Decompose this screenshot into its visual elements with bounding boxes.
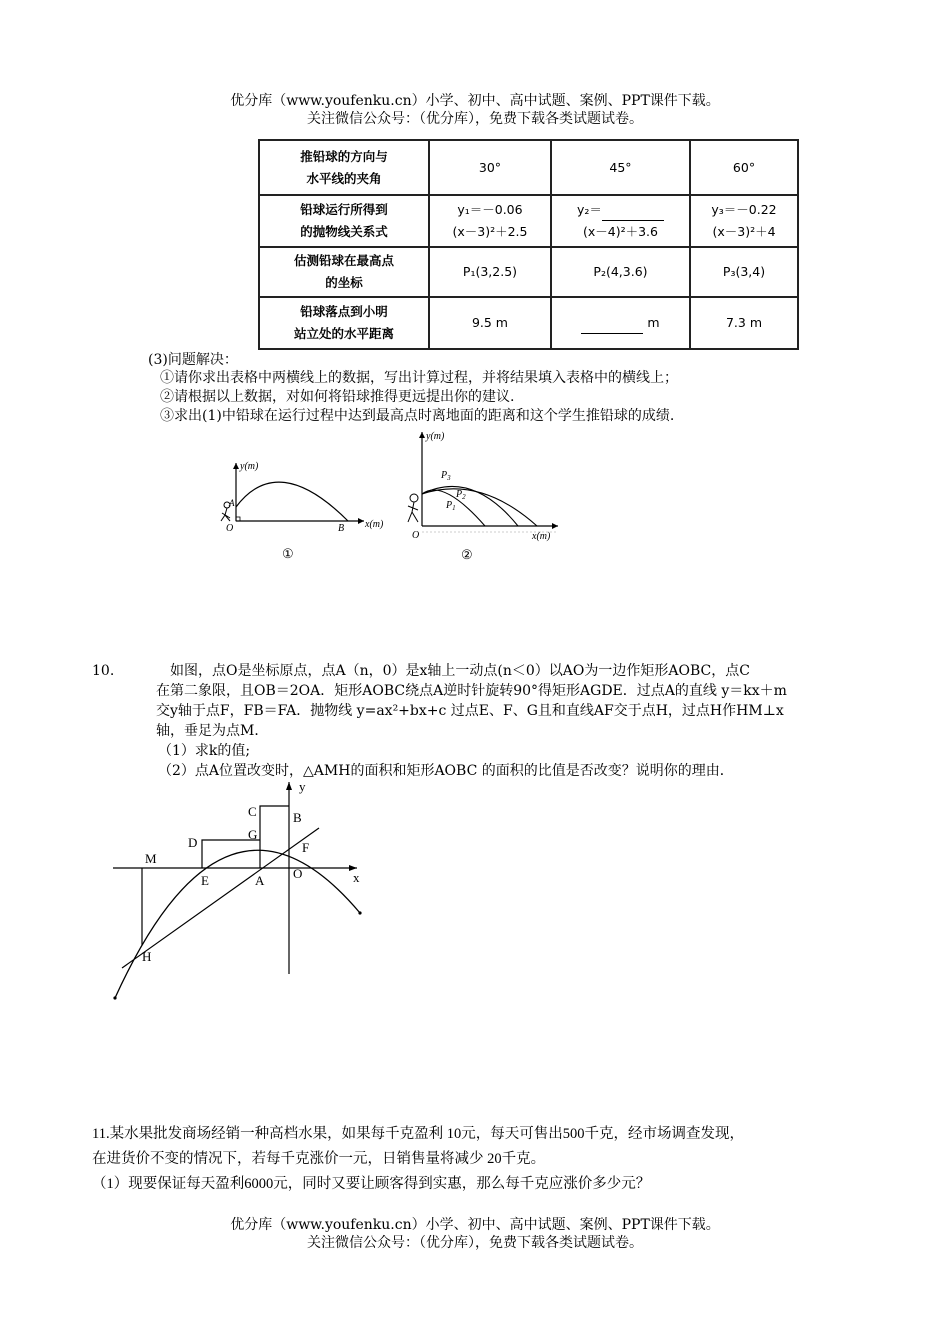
figure-1	[214, 455, 384, 565]
table-row	[259, 247, 798, 297]
figure-3	[105, 778, 370, 1008]
y-label: y(m)	[240, 461, 259, 472]
y-label: y(m)	[426, 431, 445, 442]
parabola	[115, 850, 360, 998]
table-row	[259, 140, 798, 195]
q10-sub-2: （2）点A位置改变时，△AMH的面积和矩形AOBC 的面积的比值是否改变？说明你的理由．	[158, 763, 734, 779]
answer-blank	[602, 206, 664, 221]
row-header: 估测铅球在最高点 的坐标	[259, 247, 429, 297]
q10-number: 10.	[92, 663, 115, 679]
q11-line-1: 11.某水果批发商场经销一种高档水果，如果每千克盈利 10元，每天可售出500千克，经市场调查发现，	[92, 1126, 744, 1142]
shot-put-table	[258, 139, 799, 350]
footer-line-2: 关注微信公众号：（优分库），免费下载各类试题试卷。	[307, 1235, 643, 1251]
x-label: x	[353, 870, 360, 885]
point-b-label: B	[293, 810, 302, 825]
endpoint-dot	[358, 911, 361, 914]
point-p2-label: $P_2$	[456, 489, 466, 501]
point-a-label: A	[229, 498, 235, 508]
table-row	[259, 195, 798, 247]
y-label: y	[299, 779, 306, 794]
rectangle-agde	[202, 840, 260, 868]
point-p3-label: $P_3$	[441, 470, 451, 482]
point-m-label: M	[145, 851, 157, 866]
x-label: x(m)	[532, 531, 551, 542]
origin-label: O	[226, 523, 234, 534]
trajectory-p2	[422, 486, 518, 526]
point-c-label: C	[248, 804, 257, 819]
row-header: 铅球落点到小明 站立处的水平距离	[259, 297, 429, 349]
table-cell: 7.3 m	[690, 297, 798, 349]
page-footer	[0, 1216, 950, 1252]
q10-line-2: 在第二象限，且OB＝2OA．矩形AOBC绕点A逆时针旋转90°得矩形AGDE．过点A的直线 y＝kx＋m	[156, 683, 787, 699]
origin-label: O	[293, 866, 303, 881]
x-arrow	[552, 523, 558, 529]
q10-sub-1: （1）求k的值;	[158, 743, 251, 759]
q11-sub-1: （1）现要保证每天盈利6000元，同时又要让顾客得到实惠，那么每千克应涨价多少元？	[92, 1176, 651, 1192]
table-cell: P₃(3,4)	[690, 247, 798, 297]
table-cell: 45°	[551, 140, 690, 195]
point-d-label: D	[188, 835, 198, 850]
header-line-1: 优分库（www.youfenku.cn）小学、初中、高中试题、案例、PPT课件下载。	[230, 93, 720, 109]
table-cell: y₁＝－0.06 (x－3)²＋2.5	[429, 195, 551, 247]
figure-caption: ②	[461, 547, 473, 562]
point-b-label: B	[338, 523, 345, 534]
table-cell: m	[551, 297, 690, 349]
answer-blank	[581, 319, 643, 334]
table-cell: 30°	[429, 140, 551, 195]
q11-line-2: 在进货价不变的情况下，若每千克涨价一元，日销售量将减少 20千克。	[92, 1151, 546, 1167]
point-h-label: H	[142, 949, 152, 964]
q10-line-3: 交y轴于点F，FB＝FA．抛物线 y=ax²+bx+c 过点E、F、G且和直线AF交于点H，过点H作HM⊥x	[156, 703, 784, 719]
y-arrow	[286, 782, 292, 790]
table-cell: P₁(3,2.5)	[429, 247, 551, 297]
table-cell: y₃＝－0.22 (x－3)²＋4	[690, 195, 798, 247]
y-arrow	[419, 432, 425, 438]
q10-line-4: 轴，垂足为点M．	[156, 723, 269, 739]
table-cell: 60°	[690, 140, 798, 195]
thrower-figure	[408, 502, 418, 522]
figure-caption: ①	[282, 546, 294, 561]
trajectory	[236, 482, 348, 521]
point-g-label: G	[248, 827, 258, 842]
row-header: 推铅球的方向与 水平线的夹角	[259, 140, 429, 195]
y-arrow	[233, 463, 239, 469]
table-cell: y₂＝ (x－4)²＋3.6	[551, 195, 690, 247]
part3-title: (3)问题解决：	[148, 352, 238, 368]
table-row	[259, 297, 798, 349]
footer-line-1: 优分库（www.youfenku.cn）小学、初中、高中试题、案例、PPT课件下载。	[230, 1217, 720, 1233]
page-header	[0, 92, 950, 128]
figure-2	[400, 426, 565, 566]
x-label: x(m)	[365, 519, 384, 530]
point-f-label: F	[302, 840, 310, 855]
endpoint-dot	[113, 996, 116, 999]
table-cell: P₂(4,3.6)	[551, 247, 690, 297]
thrower-figure	[221, 508, 230, 521]
rectangle-aobc	[260, 806, 289, 868]
point-e-label: E	[201, 873, 209, 888]
x-arrow	[358, 518, 364, 524]
point-p1-label: $P_1$	[446, 500, 456, 512]
part3-item-2: ②请根据以上数据，对如何将铅球推得更远提出你的建议.	[160, 389, 515, 405]
thrower-head	[410, 494, 418, 502]
point-a-label: A	[255, 873, 265, 888]
header-line-2: 关注微信公众号：（优分库），免费下载各类试题试卷。	[307, 111, 643, 127]
q10-line-1: 如图，点O是坐标原点，点A（n，0）是x轴上一动点(n＜0）以AO为一边作矩形AOBC，点C	[170, 663, 750, 679]
part3-item-1: ①请你求出表格中两横线上的数据，写出计算过程，并将结果填入表格中的横线上；	[160, 370, 678, 386]
origin-label: O	[412, 530, 420, 541]
row-header: 铅球运行所得到 的抛物线关系式	[259, 195, 429, 247]
part3-item-3: ③求出(1)中铅球在运行过程中达到最高点时离地面的距离和这个学生推铅球的成绩.	[160, 408, 675, 424]
table-cell: 9.5 m	[429, 297, 551, 349]
